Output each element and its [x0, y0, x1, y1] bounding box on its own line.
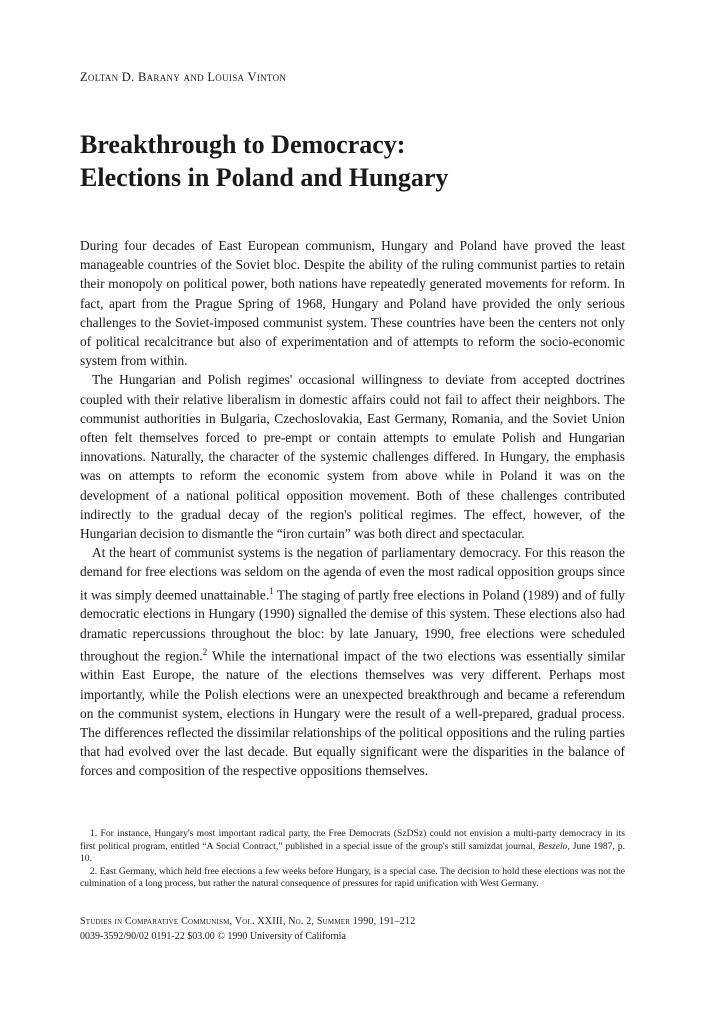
paragraph-3-part-1: At the heart of communist systems is the negation of parliamentary democracy. For this reason the demand for free elections was seldom on the agenda of even the most radical opposition groups since it was simply deemed unattainable.	[80, 545, 625, 603]
footnote-1	[80, 828, 625, 866]
issn-copyright: 0039-3592/90/02 0191-22 $03.00 © 1990 University of California	[80, 931, 346, 942]
footnote-2: 2. East Germany, which held free elections a few weeks before Hungary, is a special case. The decision to hold these elections was not the culmination of a long process, but rather the natural consequence of pressures for rapid unification with West Germany.	[80, 865, 625, 890]
paragraph-2: The Hungarian and Polish regimes' occasional willingness to deviate from accepted doctrines coupled with their relative liberalism in domestic affairs could not fail to affect their neighbors. The communist authorities in Bulgaria, Czechoslovakia, East Germany, Romania, and the Soviet Union often felt themselves forced to pre-empt or contain attempts to emulate Polish and Hungarian innovations. Naturally, the character of the systemic challenges differed. In Hungary, the emphasis was on attempts to reform the economic system from above while in Poland it was on the development of a national political opposition movement. Both of these challenges contributed indirectly to the gradual decay of the region's political regimes. The effect, however, of the Hungarian decision to dismantle the “iron curtain” was both direct and spectacular.	[80, 372, 625, 542]
author-line	[80, 70, 286, 85]
footnote-1-journal-title: Beszelo	[538, 840, 568, 852]
footnote-1-citation: , June 1987, p. 10.	[80, 840, 625, 865]
journal-citation: Studies in Comparative Communism, Vol. XXIII, No. 2, Summer 1990, 191–212	[80, 916, 416, 927]
article-title	[80, 128, 640, 194]
paragraph-3-part-3: While the international impact of the two elections was essentially similar within East Europe, the nature of the elections themselves was very different. Perhaps most importantly, while the Polish elections were an unexpected breakthrough and became a referendum on the communist system, elections in Hungary were the result of a well-prepared, gradual process. The differences reflected the dissimilar relationships of the political oppositions and the ruling parties that had evolved over the last decade. But equally significant were the disparities in the balance of forces and composition of the respective oppositions themselves.	[80, 648, 625, 779]
title-line-2: Elections in Poland and Hungary	[80, 163, 449, 192]
paragraph-3-part-2: The staging of partly free elections in Poland (1989) and of fully democratic elections in Hungary (1990) signalled the demise of this system. These elections also had dramatic repercussions throughout the bloc: by late January, 1990, free elections were scheduled throughout the region.	[80, 587, 625, 664]
footnote-1-text: 1. For instance, Hungary's most important radical party, the Free Democrats (SzDSz) could not envision a multi-party democracy in its first political program, entitled “A Social Contract,” published in a special issue of the group's still samizdat journal,	[80, 828, 625, 852]
authors-text: Zoltan D. Barany and Louisa Vinton	[80, 70, 287, 84]
publication-footer	[80, 914, 625, 944]
paragraph-1: During four decades of East European communism, Hungary and Poland have proved the least manageable countries of the Soviet bloc. Despite the ability of the ruling communist parties to retain their monopoly on political power, both nations have repeatedly generated movements for reform. In fact, apart from the Prague Spring of 1968, Hungary and Poland have provided the only serious challenges to the Soviet-imposed communist system. These countries have been the centers not only of political recalcitrance but also of experimentation and of attempts to reform the socio-economic system from within.	[80, 238, 625, 369]
article-body	[80, 236, 625, 781]
paragraph-3	[80, 543, 625, 780]
title-line-1: Breakthrough to Democracy:	[80, 130, 406, 159]
footnote-ref-1[interactable]: 1	[269, 585, 274, 596]
footnotes	[80, 828, 625, 891]
footnote-ref-2[interactable]: 2	[202, 646, 208, 657]
